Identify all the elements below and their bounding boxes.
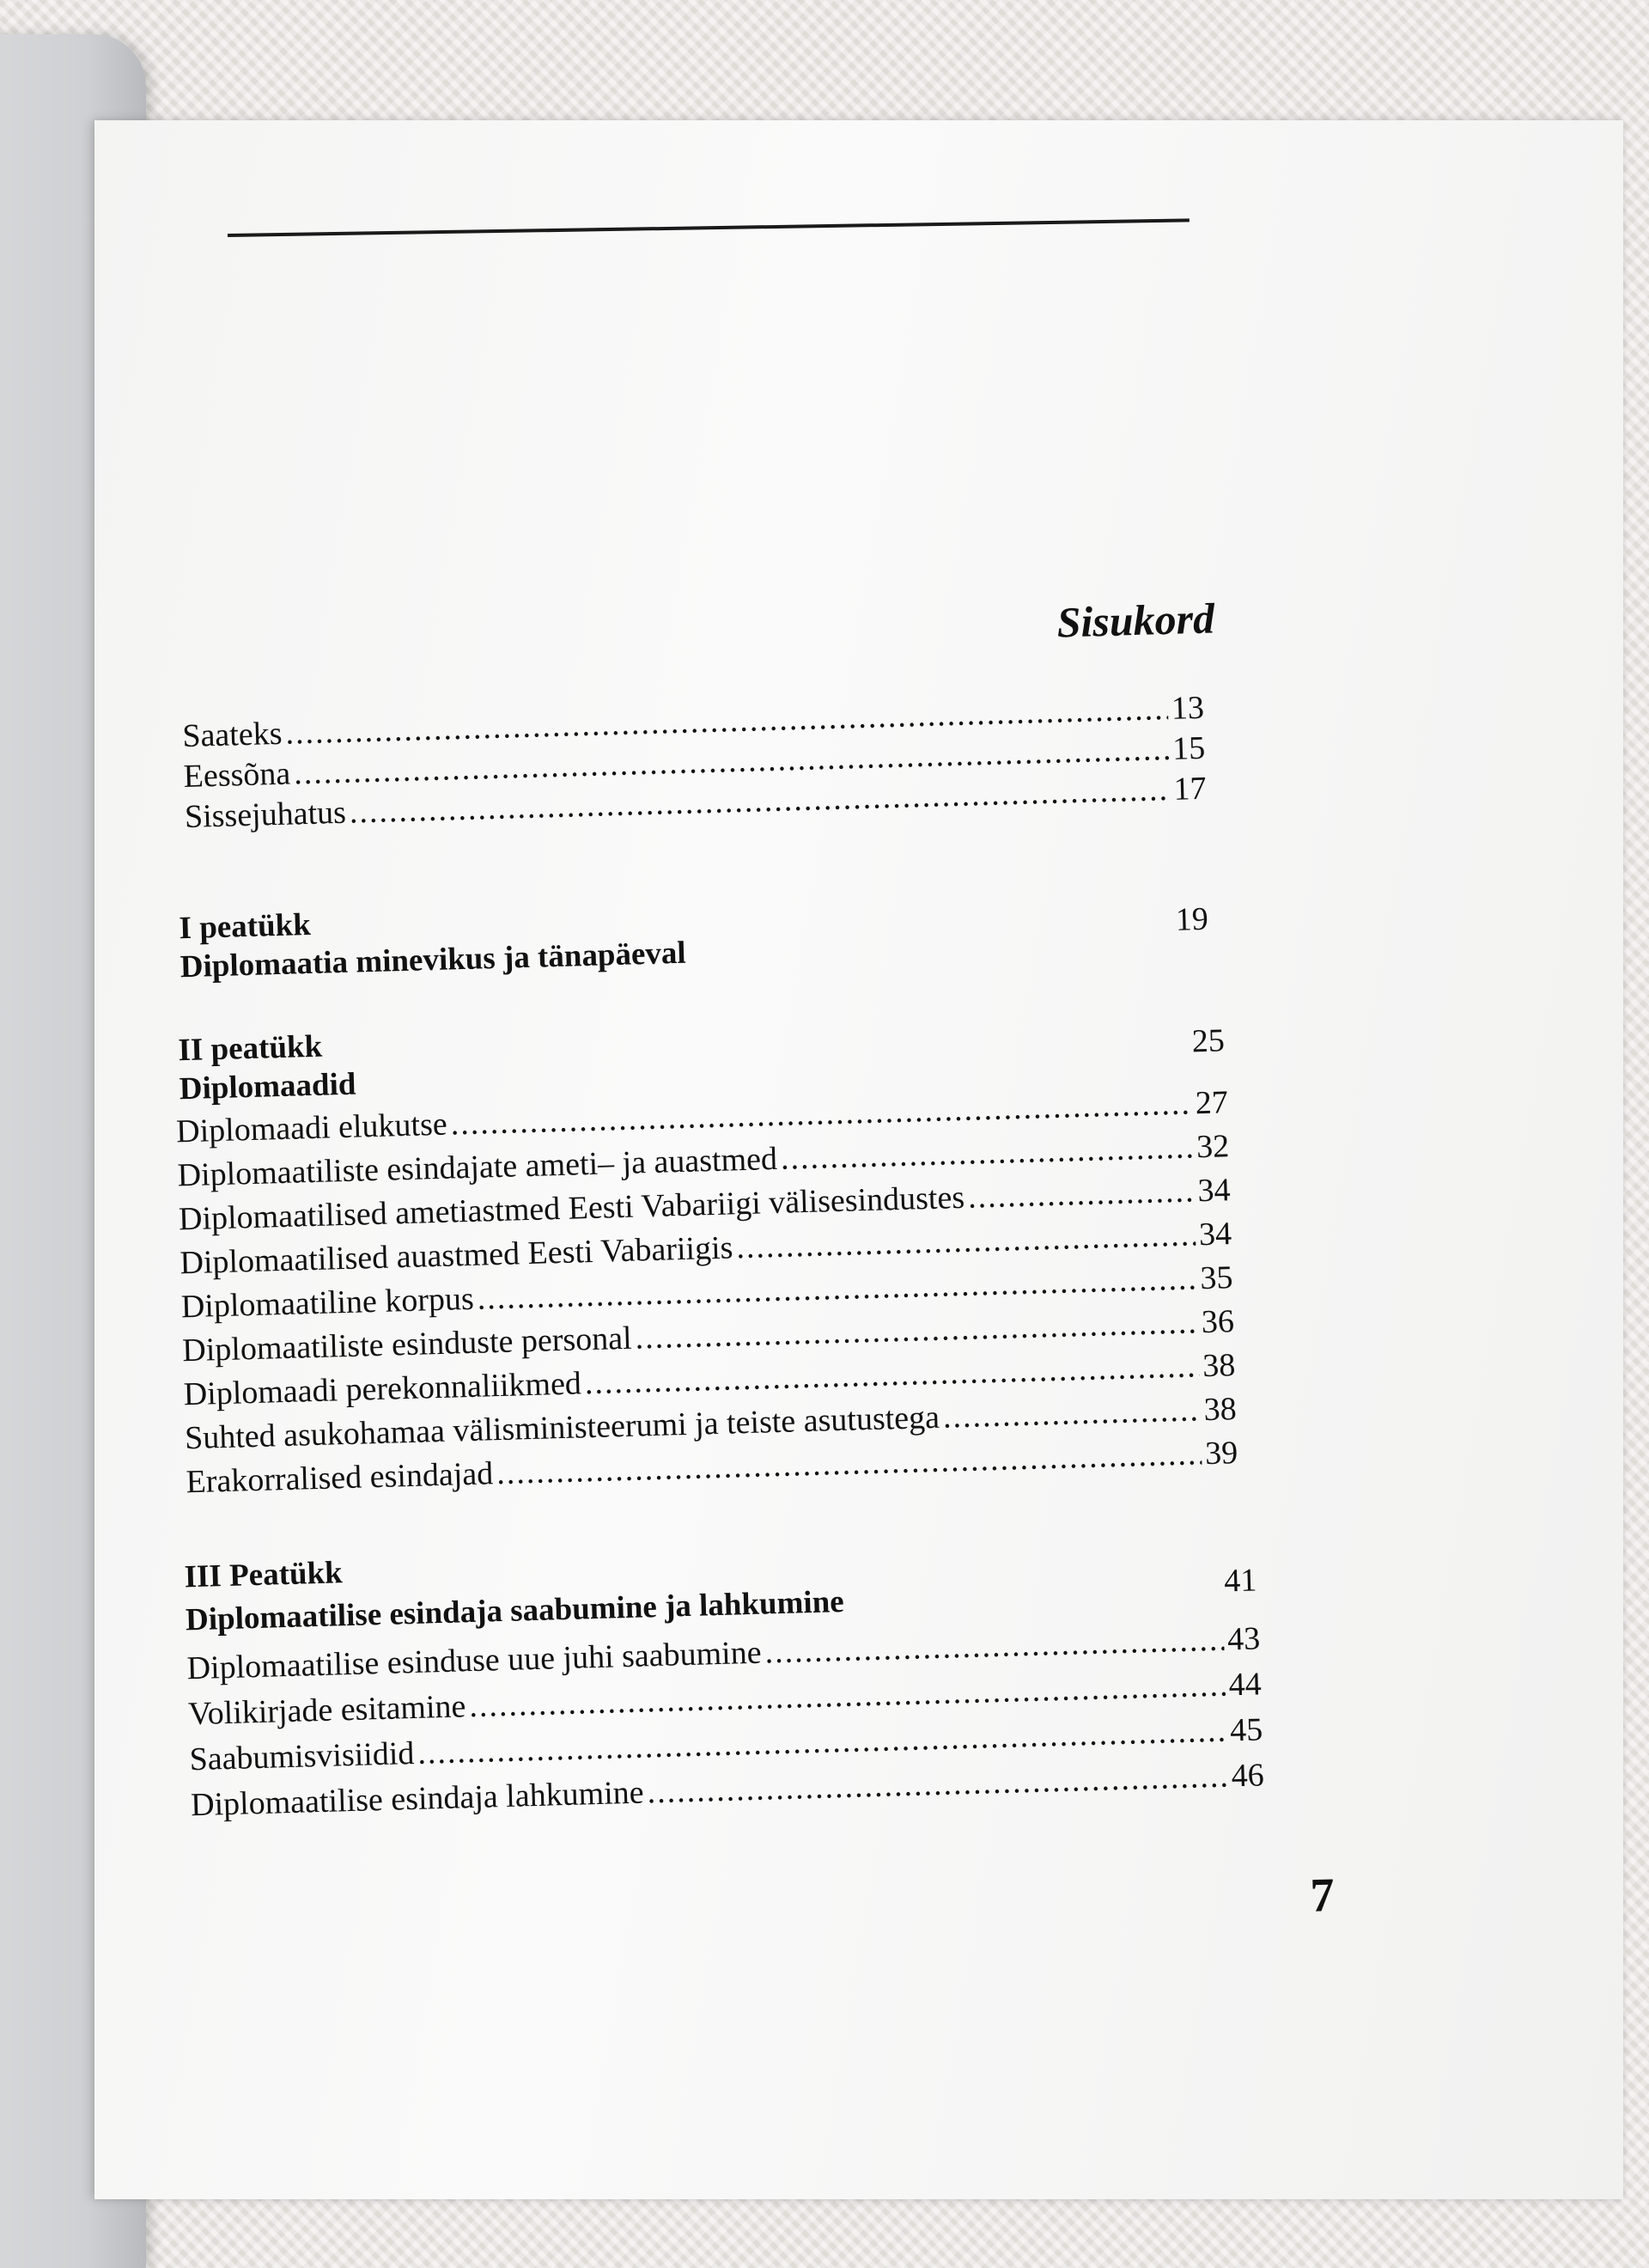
dot-leader	[736, 1215, 1196, 1267]
chapter-page: 41	[1223, 1562, 1257, 1600]
dot-leader	[647, 1757, 1228, 1813]
toc-entry-page: 32	[1196, 1128, 1230, 1166]
toc-entry-page: 38	[1203, 1391, 1238, 1429]
toc-entry-label: Diplomaatiliste esindajate ameti– ja auastmed	[177, 1140, 778, 1194]
chapter-number: I peatükk	[179, 906, 312, 947]
toc-entry-label: Diplomaatilise esinduse uue juhi saabumine	[186, 1634, 763, 1687]
toc-entry-label: Volikirjade esitamine	[187, 1688, 466, 1733]
chapter-page: 19	[1175, 900, 1209, 938]
toc-entry-label: Diplomaadi elukutse	[175, 1106, 448, 1150]
toc-entry-page: 15	[1171, 729, 1206, 767]
chapter-number: III Peatükk	[184, 1555, 344, 1595]
toc-entry-page: 43	[1226, 1620, 1261, 1658]
toc-entry-label: Diplomaatiliste esinduste personal	[181, 1320, 633, 1369]
chapter-title[interactable]: Diplomaatilise esindaja saabumine ja lahkumine	[185, 1583, 845, 1638]
toc-entry-label: Suhted asukohamaa välisministeerumi ja teiste asutustega	[184, 1399, 940, 1457]
toc-entry-page: 45	[1229, 1711, 1263, 1749]
toc-entry-page: 34	[1197, 1172, 1232, 1210]
toc-entry-page: 17	[1172, 770, 1208, 808]
chapter-title[interactable]: Diplomaatia minevikus ja tänapäeval	[180, 935, 687, 985]
toc-entry-label: Saabumisvisiidid	[189, 1735, 415, 1778]
dot-leader	[780, 1127, 1194, 1178]
chapter-title[interactable]: Diplomaadid	[179, 1066, 356, 1107]
toc-entry-page: 27	[1195, 1084, 1229, 1122]
toc-entry-label: Diplomaatilised ametiastmed Eesti Vabariigi välisesindustes	[178, 1179, 965, 1238]
toc-entry-page: 44	[1228, 1666, 1263, 1704]
toc-entry-label: Saateks	[181, 715, 283, 755]
toc-entry-page: 35	[1199, 1259, 1234, 1297]
dot-leader	[942, 1390, 1201, 1436]
toc-entry-page: 38	[1202, 1347, 1236, 1385]
toc-entry-label: Eessõna	[183, 755, 291, 796]
dot-leader	[967, 1171, 1195, 1216]
toc-entry-page: 46	[1231, 1757, 1265, 1795]
page-number: 7	[1309, 1869, 1336, 1923]
chapter-number: II peatükk	[178, 1028, 323, 1069]
toc-entry-label: Diplomaatilise esindaja lahkumine	[190, 1774, 645, 1824]
toc-entry-label: Erakorralised esindajad	[186, 1455, 494, 1501]
toc-entry-page: 39	[1204, 1435, 1238, 1472]
toc-entry-label: Diplomaadi perekonnaliikmed	[183, 1365, 582, 1413]
chapter-page: 25	[1191, 1022, 1226, 1060]
toc-title: Sisukord	[1056, 594, 1215, 647]
toc-entry-label: Diplomaatiline korpus	[180, 1280, 475, 1326]
toc-entry-label: Diplomaatilised auastmed Eesti Vabariigis	[179, 1229, 733, 1282]
toc-entry-page: 36	[1201, 1303, 1235, 1341]
toc-entry-label: Sissejuhatus	[184, 794, 347, 835]
dot-leader	[764, 1620, 1225, 1673]
toc-entry-page: 34	[1198, 1216, 1232, 1253]
toc-entry-page: 13	[1171, 689, 1205, 727]
